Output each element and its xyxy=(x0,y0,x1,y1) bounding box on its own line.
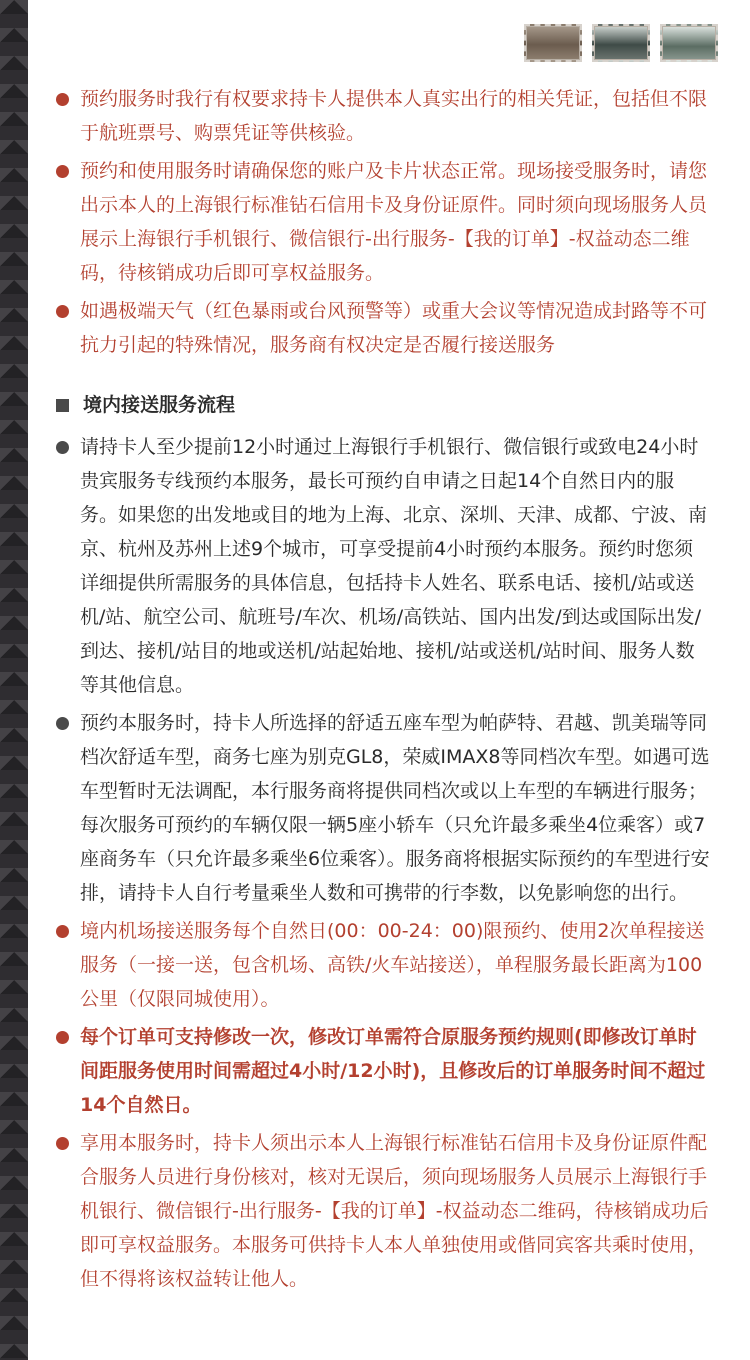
list-item xyxy=(52,294,712,362)
document-content xyxy=(52,82,712,1300)
bullet-icon xyxy=(56,441,69,454)
stamp-images xyxy=(524,24,718,62)
stamp-image-1 xyxy=(524,24,582,62)
list-item-text: 预约和使用服务时请确保您的账户及卡片状态正常。现场接受服务时，请您出示本人的上海银行标准钻石信用卡及身份证原件。同时须向现场服务人员展示上海银行手机银行、微信银行-出行服务-【我的订单】-权益动态二维码，待核销成功后即可享权益服务。 xyxy=(80,160,708,284)
list-item-text: 请持卡人至少提前12小时通过上海银行手机银行、微信银行或致电24小时贵宾服务专线预约本服务，最长可预约自申请之日起14个自然日内的服务。如果您的出发地或目的地为上海、北京、深圳、天津、成都、宁波、南京、杭州及苏州上述9个城市，可享受提前4小时预约本服务。预约时您须详细提供所需服务的具体信息，包括持卡人姓名、联系电话、接机/站或送机/站、航空公司、航班号/车次、机场/高铁站、国内出发/到达或国际出发/到达、接机/站目的地或送机/站起始地、接机/站或送机/站时间、服务人数等其他信息。 xyxy=(80,436,708,696)
list-item xyxy=(52,914,712,1016)
list-item-text: 每个订单可支持修改一次，修改订单需符合原服务预约规则(即修改订单时间距服务使用时间需超过4小时/12小时)，且修改后的订单服务时间不超过14个自然日。 xyxy=(80,1026,706,1116)
stamp-image-3 xyxy=(660,24,718,62)
list-item xyxy=(52,706,712,910)
bullet-icon xyxy=(56,165,69,178)
bullet-icon xyxy=(56,717,69,730)
square-bullet-icon xyxy=(56,399,69,412)
list-item xyxy=(52,154,712,290)
bullet-icon xyxy=(56,305,69,318)
list-item-text: 预约本服务时，持卡人所选择的舒适五座车型为帕萨特、君越、凯美瑞等同档次舒适车型，商务七座为别克GL8，荣威IMAX8等同档次车型。如遇可选车型暂时无法调配，本行服务商将提供同档次或以上车型的车辆进行服务；每次服务可预约的车辆仅限一辆5座小轿车（只允许最多乘坐4位乘客）或7座商务车（只允许最多乘坐6位乘客）。服务商将根据实际预约的车型进行安排，请持卡人自行考量乘坐人数和可携带的行李数，以免影响您的出行。 xyxy=(80,712,710,904)
process-list xyxy=(52,430,712,1296)
list-item xyxy=(52,82,712,150)
list-item-text: 享用本服务时，持卡人须出示本人上海银行标准钻石信用卡及身份证原件配合服务人员进行身份核对，核对无误后，须向现场服务人员展示上海银行手机银行、微信银行-出行服务-【我的订单】-权益动态二维码，待核销成功后即可享权益服务。本服务可供持卡人本人单独使用或偕同宾客共乘时使用，但不得将该权益转让他人。 xyxy=(80,1132,709,1290)
decorative-side-strip xyxy=(0,0,28,1360)
list-item-text: 如遇极端天气（红色暴雨或台风预警等）或重大会议等情况造成封路等不可抗力引起的特殊情况，服务商有权决定是否履行接送服务 xyxy=(80,300,708,356)
bullet-icon xyxy=(56,1137,69,1150)
list-item xyxy=(52,1020,712,1122)
bullet-icon xyxy=(56,93,69,106)
section-title: 境内接送服务流程 xyxy=(83,394,236,416)
stamp-image-2 xyxy=(592,24,650,62)
list-item xyxy=(52,1126,712,1296)
notice-list xyxy=(52,82,712,362)
list-item-text: 境内机场接送服务每个自然日(00：00-24：00)限预约、使用2次单程接送服务（一接一送，包含机场、高铁/火车站接送），单程服务最长距离为100公里（仅限同城使用）。 xyxy=(80,920,705,1010)
bullet-icon xyxy=(56,925,69,938)
list-item xyxy=(52,430,712,702)
section-heading xyxy=(52,388,712,422)
bullet-icon xyxy=(56,1031,69,1044)
list-item-text: 预约服务时我行有权要求持卡人提供本人真实出行的相关凭证，包括但不限于航班票号、购票凭证等供核验。 xyxy=(80,88,708,144)
